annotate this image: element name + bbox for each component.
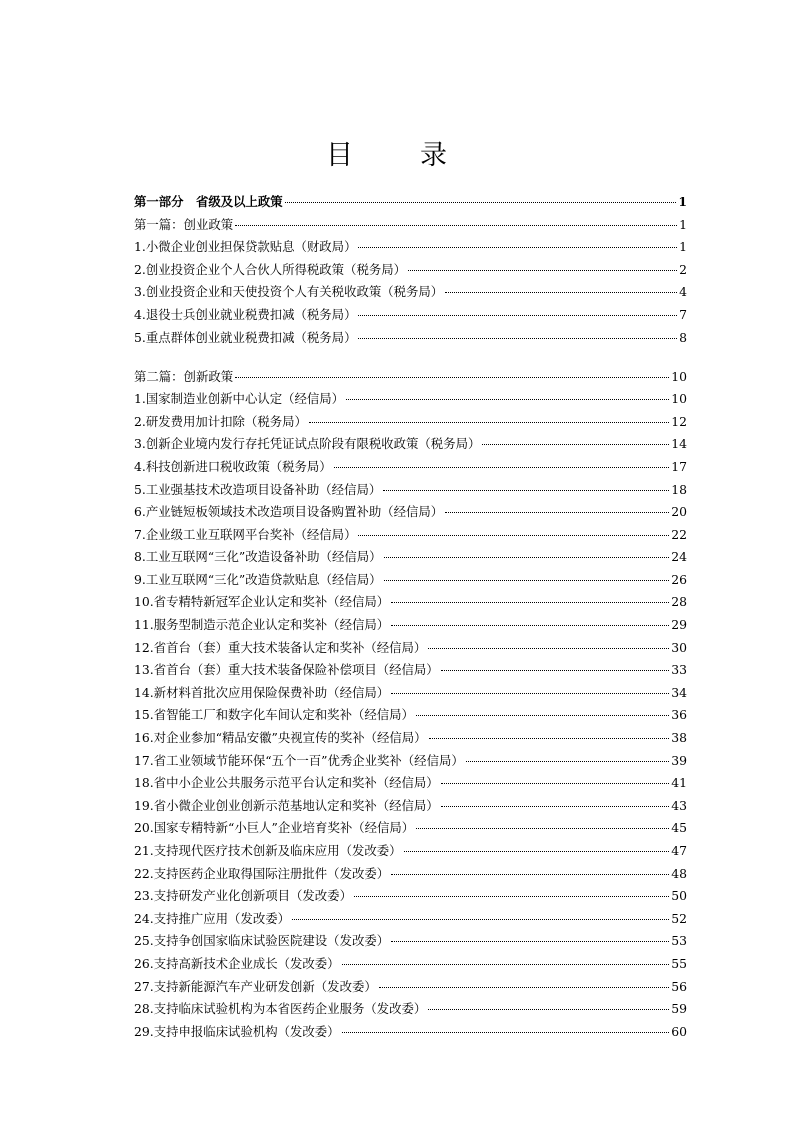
toc-entry-label: 29.支持申报临床试验机构（发改委） xyxy=(134,1023,340,1039)
toc-entry[interactable] xyxy=(134,909,687,932)
toc-entry-label: 22.支持医药企业取得国际注册批件（发改委） xyxy=(134,865,390,881)
toc-entry[interactable] xyxy=(134,260,687,283)
dot-leader xyxy=(334,467,670,468)
toc-entry-page-number: 10 xyxy=(671,368,687,384)
toc-entry-page-number: 1 xyxy=(679,239,687,255)
dot-leader xyxy=(408,270,677,271)
toc-entry[interactable] xyxy=(134,818,687,841)
toc-entry[interactable] xyxy=(134,683,687,706)
dot-leader xyxy=(346,399,669,400)
toc-entry-page-number: 4 xyxy=(679,284,687,300)
toc-entry-label: 第二篇：创新政策 xyxy=(134,368,234,384)
toc-entry-page-number: 39 xyxy=(671,752,687,768)
toc-entry-page-number: 52 xyxy=(671,910,687,926)
toc-entry-page-number: 10 xyxy=(671,391,687,407)
dot-leader xyxy=(235,377,669,378)
toc-entry-page-number: 50 xyxy=(671,888,687,904)
dot-leader xyxy=(358,247,677,248)
toc-entry-label: 1.小微企业创业担保贷款贴息（财政局） xyxy=(134,239,357,255)
toc-entry-label: 5.工业强基技术改造项目设备补助（经信局） xyxy=(134,481,382,497)
toc-entry-label: 7.企业级工业互联网平台奖补（经信局） xyxy=(134,526,357,542)
toc-entry[interactable] xyxy=(134,282,687,305)
toc-entry-label: 14.新材料首批次应用保险保费补助（经信局） xyxy=(134,684,390,700)
toc-entry-page-number: 1 xyxy=(679,216,687,232)
toc-entry[interactable] xyxy=(134,954,687,977)
dot-leader xyxy=(384,580,670,581)
toc-entry[interactable] xyxy=(134,864,687,887)
toc-entry-page-number: 59 xyxy=(671,1001,687,1017)
toc-entry-page-number: 28 xyxy=(671,594,687,610)
toc-entry-page-number: 18 xyxy=(671,481,687,497)
toc-entry[interactable] xyxy=(134,305,687,328)
dot-leader xyxy=(445,512,669,513)
dot-leader xyxy=(235,225,677,226)
toc-entry[interactable] xyxy=(134,705,687,728)
toc-entry[interactable] xyxy=(134,215,687,238)
toc-entry[interactable] xyxy=(134,389,687,412)
toc-entry-label: 28.支持临床试验机构为本省医药企业服务（发改委） xyxy=(134,1001,427,1017)
toc-entry-page-number: 12 xyxy=(671,413,687,429)
toc-entry[interactable] xyxy=(134,615,687,638)
dot-leader xyxy=(342,1032,670,1033)
dot-leader xyxy=(391,602,669,603)
toc-entry-label: 27.支持新能源汽车产业研发创新（发改委） xyxy=(134,978,377,994)
toc-entry-label: 5.重点群体创业就业税费扣减（税务局） xyxy=(134,329,357,345)
toc-entry-label: 1.国家制造业创新中心认定（经信局） xyxy=(134,391,345,407)
toc-entry[interactable] xyxy=(134,434,687,457)
toc-entry-page-number: 17 xyxy=(671,458,687,474)
dot-leader xyxy=(292,919,669,920)
toc-entry[interactable] xyxy=(134,328,687,351)
dot-leader xyxy=(358,338,677,339)
toc-entry-page-number: 55 xyxy=(671,955,687,971)
toc-entry[interactable] xyxy=(134,592,687,615)
toc-entry-label: 18.省中小企业公共服务示范平台认定和奖补（经信局） xyxy=(134,775,439,791)
toc-entry-page-number: 26 xyxy=(671,571,687,587)
toc-entry[interactable] xyxy=(134,638,687,661)
toc-entry-label: 23.支持研发产业化创新项目（发改委） xyxy=(134,888,352,904)
toc-entry-page-number: 60 xyxy=(671,1023,687,1039)
dot-leader xyxy=(391,625,669,626)
toc-entry[interactable] xyxy=(134,457,687,480)
toc-entry-label: 11.服务型制造示范企业认定和奖补（经信局） xyxy=(134,617,390,633)
toc-entry-page-number: 2 xyxy=(679,261,687,277)
dot-leader xyxy=(342,964,670,965)
toc-entry-label: 第一部分 省级及以上政策 xyxy=(134,194,283,209)
toc-entry-page-number: 24 xyxy=(671,549,687,565)
dot-leader xyxy=(391,941,669,942)
toc-entry-label: 2.创业投资企业个人合伙人所得税政策（税务局） xyxy=(134,261,407,277)
toc-entry-page-number: 43 xyxy=(671,797,687,813)
toc-entry-label: 8.工业互联网“三化”改造设备补助（经信局） xyxy=(134,549,382,565)
toc-entry-label: 3.创业投资企业和天使投资个人有关税收政策（税务局） xyxy=(134,284,444,300)
toc-entry-page-number: 29 xyxy=(671,617,687,633)
dot-leader xyxy=(391,874,669,875)
dot-leader xyxy=(358,535,669,536)
dot-leader xyxy=(441,783,670,784)
toc-entry-label: 17.省工业领域节能环保“五个一百”优秀企业奖补（经信局） xyxy=(134,752,464,768)
toc-entry-page-number: 47 xyxy=(671,843,687,859)
toc-entry-page-number: 36 xyxy=(671,707,687,723)
toc-entry-page-number: 48 xyxy=(671,865,687,881)
dot-leader xyxy=(466,761,669,762)
toc-entry-label: 20.国家专精特新“小巨人”企业培育奖补（经信局） xyxy=(134,820,415,836)
toc-entry[interactable] xyxy=(134,547,687,570)
toc-entry-page-number: 33 xyxy=(671,662,687,678)
toc-entry-page-number: 45 xyxy=(671,820,687,836)
dot-leader xyxy=(354,896,669,897)
toc-entry[interactable] xyxy=(134,660,687,683)
toc-entry-label: 26.支持高新技术企业成长（发改委） xyxy=(134,955,340,971)
dot-leader xyxy=(384,557,670,558)
dot-leader xyxy=(285,202,677,203)
table-of-contents xyxy=(134,192,687,1044)
dot-leader xyxy=(404,851,670,852)
toc-entry-page-number: 56 xyxy=(671,978,687,994)
toc-entry-page-number: 38 xyxy=(671,730,687,746)
toc-entry[interactable] xyxy=(134,192,687,215)
toc-entry-label: 12.省首台（套）重大技术装备认定和奖补（经信局） xyxy=(134,639,427,655)
toc-entry-label: 4.科技创新进口税收政策（税务局） xyxy=(134,458,332,474)
toc-entry[interactable] xyxy=(134,480,687,503)
toc-entry[interactable] xyxy=(134,412,687,435)
toc-entry[interactable] xyxy=(134,773,687,796)
toc-entry-label: 10.省专精特新冠军企业认定和奖补（经信局） xyxy=(134,594,390,610)
toc-entry[interactable] xyxy=(134,237,687,260)
toc-entry-label: 4.退役士兵创业就业税费扣减（税务局） xyxy=(134,306,357,322)
dot-leader xyxy=(482,444,669,445)
toc-entry-page-number: 34 xyxy=(671,684,687,700)
toc-entry-page-number: 1 xyxy=(678,194,687,209)
dot-leader xyxy=(379,987,669,988)
toc-entry-label: 9.工业互联网“三化”改造贷款贴息（经信局） xyxy=(134,571,382,587)
dot-leader xyxy=(428,648,669,649)
toc-entry-label: 16.对企业参加“精品安徽”央视宣传的奖补（经信局） xyxy=(134,730,427,746)
toc-entry-page-number: 8 xyxy=(679,329,687,345)
dot-leader xyxy=(445,292,677,293)
dot-leader xyxy=(441,670,670,671)
dot-leader xyxy=(441,806,670,807)
toc-entry[interactable] xyxy=(134,841,687,864)
toc-entry-label: 2.研发费用加计扣除（税务局） xyxy=(134,413,307,429)
toc-entry[interactable] xyxy=(134,728,687,751)
toc-entry-label: 3.创新企业境内发行存托凭证试点阶段有限税收政策（税务局） xyxy=(134,436,481,452)
toc-entry-label: 6.产业链短板领域技术改造项目设备购置补助（经信局） xyxy=(134,504,444,520)
toc-entry-label: 21.支持现代医疗技术创新及临床应用（发改委） xyxy=(134,843,402,859)
toc-entry[interactable] xyxy=(134,367,687,390)
toc-entry[interactable] xyxy=(134,525,687,548)
toc-entry-page-number: 22 xyxy=(671,526,687,542)
toc-entry-label: 15.省智能工厂和数字化车间认定和奖补（经信局） xyxy=(134,707,414,723)
toc-entry[interactable] xyxy=(134,1022,687,1045)
toc-entry-page-number: 30 xyxy=(671,639,687,655)
toc-entry[interactable] xyxy=(134,796,687,819)
toc-entry[interactable] xyxy=(134,931,687,954)
dot-leader xyxy=(416,828,669,829)
toc-entry-page-number: 41 xyxy=(671,775,687,791)
toc-entry-page-number: 53 xyxy=(671,933,687,949)
dot-leader xyxy=(391,693,669,694)
dot-leader xyxy=(416,715,669,716)
dot-leader xyxy=(429,738,670,739)
toc-entry-label: 24.支持推广应用（发改委） xyxy=(134,910,291,926)
toc-entry[interactable] xyxy=(134,751,687,774)
dot-leader xyxy=(309,422,669,423)
dot-leader xyxy=(383,490,669,491)
toc-entry[interactable] xyxy=(134,570,687,593)
toc-entry-page-number: 14 xyxy=(671,436,687,452)
dot-leader xyxy=(358,315,677,316)
page-title: 目 录 xyxy=(326,140,467,172)
toc-entry-label: 13.省首台（套）重大技术装备保险补偿项目（经信局） xyxy=(134,662,439,678)
toc-entry[interactable] xyxy=(134,977,687,1000)
toc-entry-label: 第一篇：创业政策 xyxy=(134,216,234,232)
toc-entry-label: 25.支持争创国家临床试验医院建设（发改委） xyxy=(134,933,390,949)
toc-entry[interactable] xyxy=(134,999,687,1022)
toc-entry[interactable] xyxy=(134,502,687,525)
dot-leader xyxy=(428,1009,669,1010)
toc-entry[interactable] xyxy=(134,886,687,909)
toc-entry-page-number: 20 xyxy=(671,504,687,520)
toc-entry-label: 19.省小微企业创业创新示范基地认定和奖补（经信局） xyxy=(134,797,439,813)
toc-entry-page-number: 7 xyxy=(679,306,687,322)
